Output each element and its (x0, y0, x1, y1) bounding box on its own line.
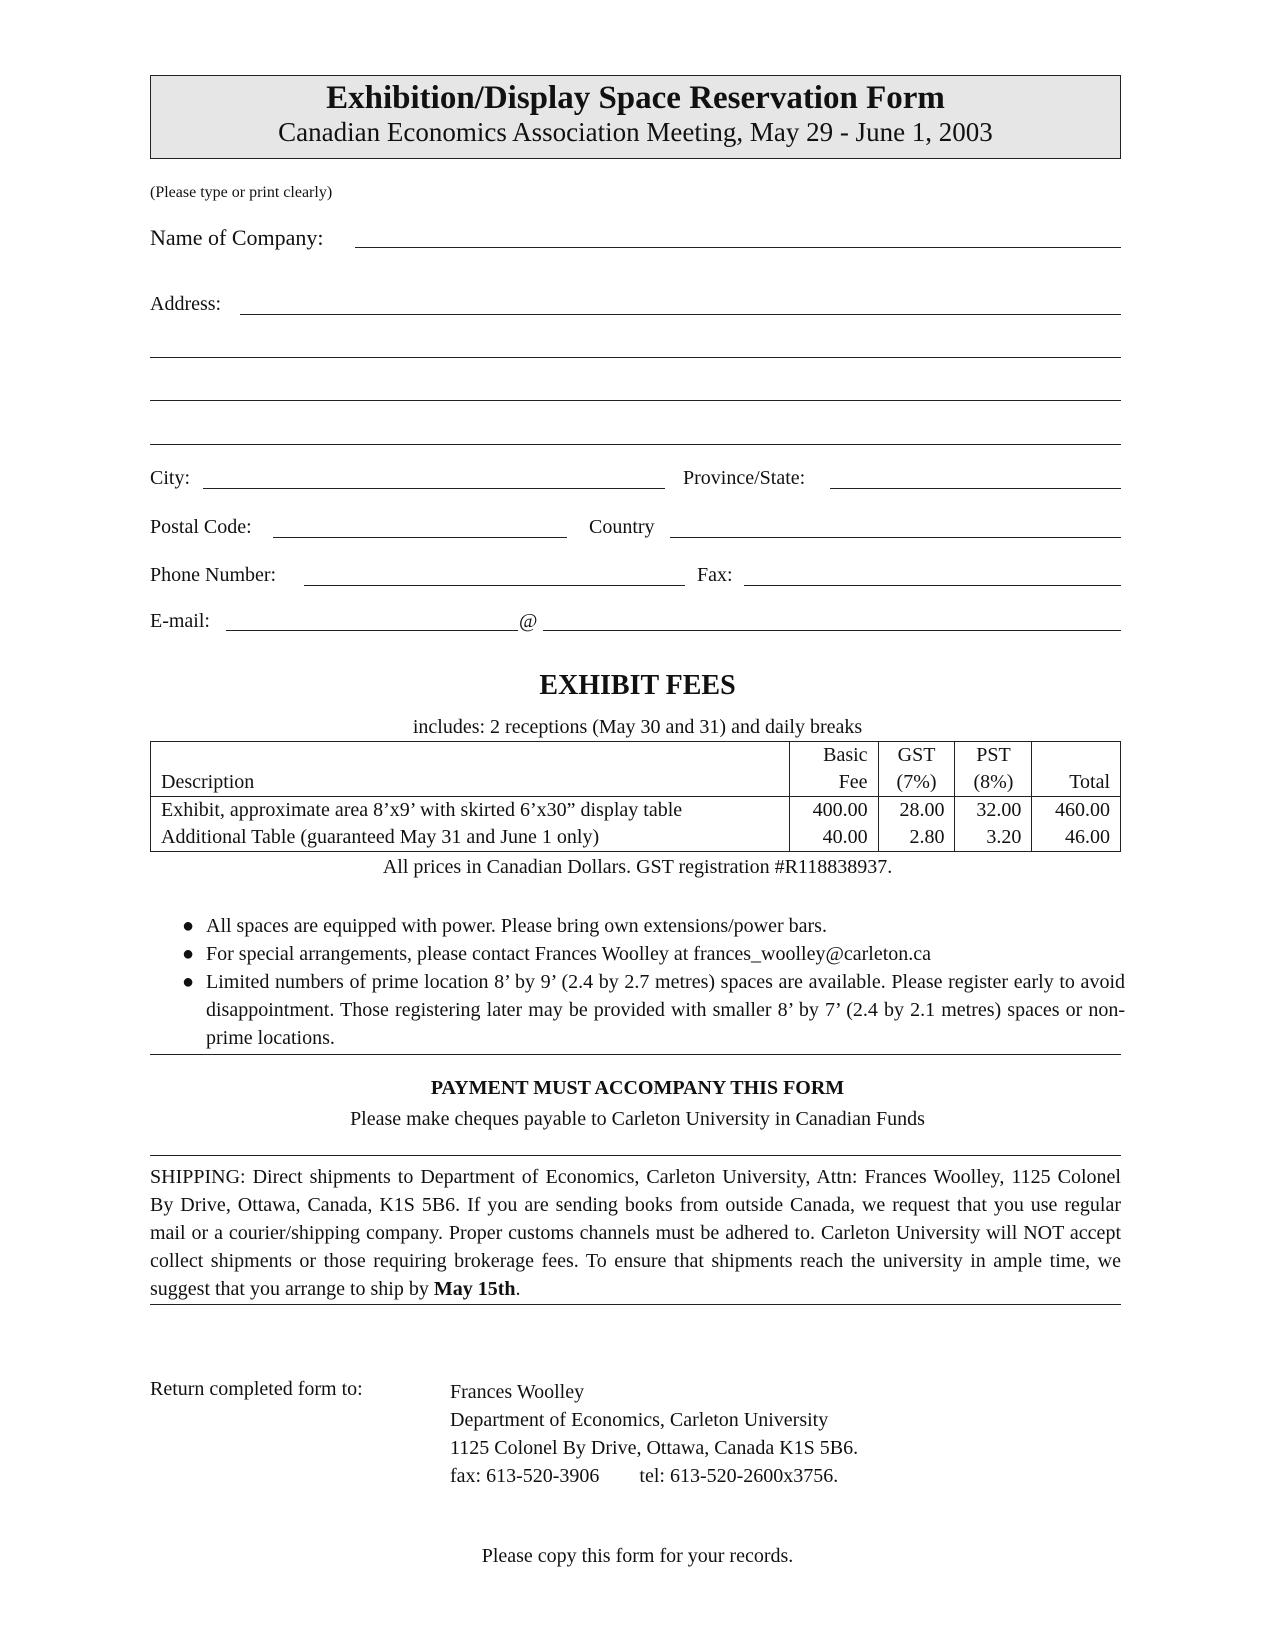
postal-label: Postal Code: (150, 516, 252, 538)
note-text: All spaces are equipped with power. Please bring own extensions/power bars. (206, 915, 827, 937)
phone-field[interactable] (304, 585, 685, 586)
postal-field[interactable] (273, 537, 567, 538)
province-field[interactable] (830, 488, 1121, 489)
bullet-icon: ● (182, 943, 195, 965)
header-total: Total (1032, 742, 1121, 797)
email-at-sign: @ (519, 610, 538, 632)
header-pst-line1: PST (976, 744, 1011, 766)
header-basic-line1: Basic (823, 744, 868, 766)
return-dept: Department of Economics, Carleton University (450, 1409, 829, 1431)
company-field[interactable] (355, 247, 1121, 248)
return-address (450, 1378, 858, 1490)
province-label: Province/State: (683, 467, 806, 489)
phone-label: Phone Number: (150, 564, 277, 586)
return-tel: tel: 613-520-2600x3756. (639, 1465, 839, 1487)
city-label: City: (150, 467, 191, 489)
copy-note: Please copy this form for your records. (481, 1545, 794, 1567)
fees-table (150, 741, 1121, 852)
bullet-icon: ● (182, 971, 195, 993)
divider (150, 1304, 1121, 1305)
row-description: Exhibit, approximate area 8’x9’ with skirted 6’x30” display table (151, 797, 790, 825)
address-field-1[interactable] (240, 314, 1121, 315)
table-row (151, 797, 1121, 825)
email-label: E-mail: (150, 610, 210, 632)
header-gst (878, 742, 955, 797)
list-item (180, 940, 1125, 968)
return-contact (450, 1462, 858, 1490)
payment-cheques-note: Please make cheques payable to Carleton University in Canadian Funds (350, 1108, 925, 1130)
header-gst-line2: (7%) (896, 771, 937, 793)
row-gst: 28.00 (878, 797, 955, 825)
fees-table-header (151, 742, 1121, 797)
return-fax: fax: 613-520-3906 (450, 1465, 600, 1487)
header-description: Description (151, 742, 790, 797)
return-name: Frances Woolley (450, 1381, 585, 1403)
company-label: Name of Company: (150, 225, 324, 250)
address-field-4[interactable] (150, 444, 1121, 445)
address-field-3[interactable] (150, 400, 1121, 401)
form-instruction: (Please type or print clearly) (150, 184, 333, 201)
prices-note: All prices in Canadian Dollars. GST registration #R118838937. (382, 856, 893, 878)
row-total: 46.00 (1032, 824, 1121, 852)
notes-list (180, 912, 1125, 1052)
exhibit-fees-includes: includes: 2 receptions (May 30 and 31) and daily breaks (412, 716, 863, 738)
return-label: Return completed form to: (150, 1378, 363, 1400)
shipping-text: SHIPPING: Direct shipments to Department of Economics, Carleton University, Attn: Frances Woolley, 1125 Colonel By Drive, Ottawa, Canada, K1S 5B6. If you are sending books from outside Canada, we request that you use regular mail or a courier/shipping company. Proper customs channels must be adhered to. Carleton University will NOT accept collect shipments or those requiring brokerage fees. To ensure that shipments reach the university in ample time, we suggest that you arrange to ship by (150, 1166, 1121, 1300)
bullet-icon: ● (182, 915, 195, 937)
city-field[interactable] (203, 488, 665, 489)
table-row (151, 824, 1121, 852)
country-field[interactable] (670, 537, 1121, 538)
row-total: 460.00 (1032, 797, 1121, 825)
header-basic-fee (790, 742, 879, 797)
header-pst-line2: (8%) (973, 771, 1014, 793)
address-label: Address: (150, 293, 222, 315)
return-street: 1125 Colonel By Drive, Ottawa, Canada K1S 5B6. (450, 1437, 859, 1459)
row-basic-fee: 40.00 (790, 824, 879, 852)
divider (150, 1155, 1121, 1156)
shipping-end: . (515, 1278, 521, 1300)
row-gst: 2.80 (878, 824, 955, 852)
header-basic-line2: Fee (838, 771, 868, 793)
payment-title: PAYMENT MUST ACCOMPANY THIS FORM (430, 1077, 845, 1099)
exhibit-fees-title: EXHIBIT FEES (539, 670, 736, 701)
row-pst: 3.20 (955, 824, 1032, 852)
note-text: Limited numbers of prime location 8’ by 9’ (2.4 by 2.7 metres) spaces are available. Please register early to avoid disappointment. Those registering later may be provided with smaller 8’ by 7’ (2.4 by 2.1 metres) spaces or non-prime locations. (206, 971, 1125, 1049)
note-text: For special arrangements, please contact Frances Woolley at frances_woolley@carleton.ca (206, 943, 932, 965)
shipping-deadline: May 15th (433, 1278, 516, 1300)
header-gst-line1: GST (897, 744, 936, 766)
fax-field[interactable] (744, 585, 1121, 586)
fax-label: Fax: (697, 564, 733, 586)
email-user-field[interactable] (226, 630, 518, 631)
list-item (180, 912, 1125, 940)
row-basic-fee: 400.00 (790, 797, 879, 825)
email-domain-field[interactable] (543, 630, 1121, 631)
address-field-2[interactable] (150, 357, 1121, 358)
header-pst (955, 742, 1032, 797)
country-label: Country (589, 516, 655, 538)
form-header (150, 75, 1121, 159)
form-subtitle: Canadian Economics Association Meeting, May 29 - June 1, 2003 (278, 117, 993, 147)
row-pst: 32.00 (955, 797, 1032, 825)
divider (150, 1054, 1121, 1055)
list-item (180, 968, 1125, 1052)
shipping-paragraph (150, 1163, 1121, 1303)
form-title: Exhibition/Display Space Reservation Form (326, 80, 945, 116)
row-description: Additional Table (guaranteed May 31 and June 1 only) (151, 824, 790, 852)
